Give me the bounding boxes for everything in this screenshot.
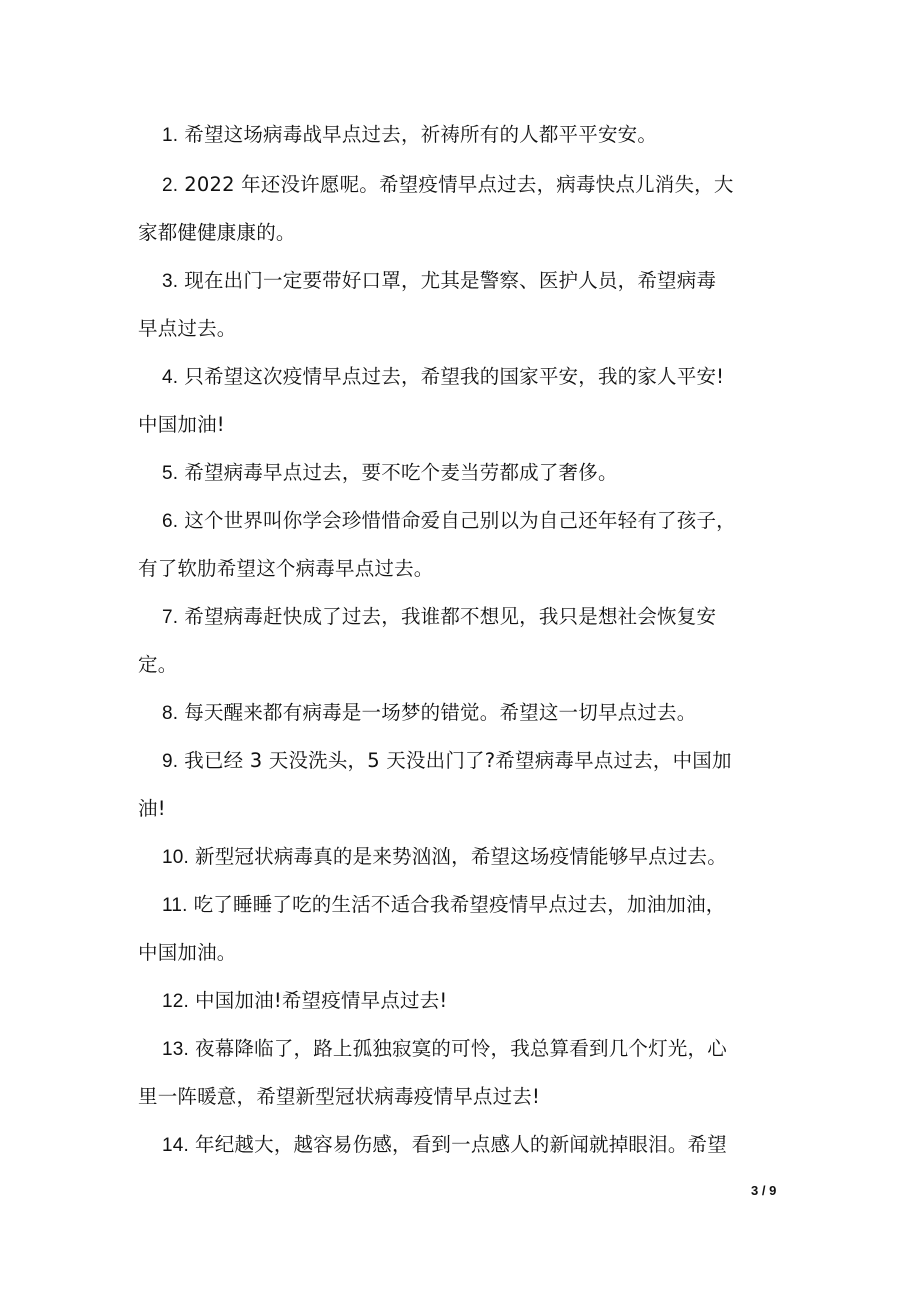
item-number: 6. (162, 511, 179, 532)
item-text: 希望病毒赶快成了过去，我谁都不想见，我只是想社会恢复安 (184, 605, 717, 628)
list-item-12 (162, 985, 447, 1018)
item-text: 2022 年还没许愿呢。希望疫情早点过去，病毒快点儿消失，大 (184, 173, 734, 196)
item-text: 有了软肋希望这个病毒早点过去。 (138, 557, 434, 580)
list-item-2-cont (138, 217, 296, 249)
item-number: 11. (162, 895, 188, 916)
item-text: 定。 (138, 653, 178, 676)
item-text: 中国加油。 (138, 941, 237, 964)
item-text: 早点过去。 (138, 317, 237, 340)
item-number: 7. (162, 607, 179, 628)
list-item-6 (162, 505, 736, 538)
item-text: 我已经 3 天没洗头，5 天没出门了?希望病毒早点过去，中国加 (184, 749, 732, 772)
item-number: 2. (162, 175, 179, 196)
item-text: 希望这场病毒战早点过去，祈祷所有的人都平平安安。 (184, 123, 658, 146)
item-number: 9. (162, 751, 179, 772)
item-text: 夜幕降临了，路上孤独寂寞的可怜，我总算看到几个灯光，心 (195, 1037, 727, 1060)
list-item-3 (162, 265, 716, 298)
list-item-13 (162, 1033, 727, 1066)
list-item-2 (162, 169, 734, 202)
list-item-7 (162, 601, 716, 634)
item-number: 8. (162, 703, 179, 724)
item-text: 新型冠状病毒真的是来势汹汹，希望这场疫情能够早点过去。 (195, 845, 727, 868)
list-item-6-cont (138, 553, 434, 585)
item-text: 家都健健康康的。 (138, 221, 296, 244)
list-item-9 (162, 745, 732, 778)
item-text: 油! (138, 797, 166, 820)
item-number: 1. (162, 125, 179, 146)
list-item-14 (162, 1129, 727, 1162)
item-text: 这个世界叫你学会珍惜惜命爱自己别以为自己还年轻有了孩子， (184, 509, 736, 532)
item-text: 只希望这次疫情早点过去，希望我的国家平安，我的家人平安! (184, 365, 725, 388)
list-item-9-cont (138, 793, 166, 825)
list-item-3-cont (138, 313, 237, 345)
list-item-7-cont (138, 649, 177, 681)
list-item-10 (162, 841, 727, 874)
item-number: 14. (162, 1135, 190, 1156)
item-text: 每天醒来都有病毒是一场梦的错觉。希望这一切早点过去。 (184, 701, 697, 724)
item-text: 里一阵暖意，希望新型冠状病毒疫情早点过去! (138, 1085, 541, 1108)
item-text: 现在出门一定要带好口罩，尤其是警察、医护人员，希望病毒 (184, 269, 717, 292)
item-number: 4. (162, 367, 179, 388)
list-item-11 (162, 889, 726, 922)
item-number: 12. (162, 991, 190, 1012)
item-text: 中国加油! (138, 413, 225, 436)
list-item-5 (162, 457, 618, 490)
list-item-4 (162, 361, 724, 394)
item-number: 3. (162, 271, 179, 292)
list-item-4-cont (138, 409, 225, 441)
list-item-8 (162, 697, 696, 730)
list-item-11-cont (138, 937, 237, 969)
item-text: 吃了睡睡了吃的生活不适合我希望疫情早点过去，加油加油， (193, 893, 726, 916)
item-text: 希望病毒早点过去，要不吃个麦当劳都成了奢侈。 (184, 461, 618, 484)
page-number: 3 / 9 (751, 1183, 777, 1198)
list-item-13-cont (138, 1081, 540, 1113)
list-item-1 (162, 119, 657, 152)
item-number: 5. (162, 463, 179, 484)
item-number: 13. (162, 1039, 190, 1060)
item-number: 10. (162, 847, 190, 868)
item-text: 年纪越大，越容易伤感，看到一点感人的新闻就掉眼泪。希望 (195, 1133, 727, 1156)
item-text: 中国加油!希望疫情早点过去! (195, 989, 448, 1012)
